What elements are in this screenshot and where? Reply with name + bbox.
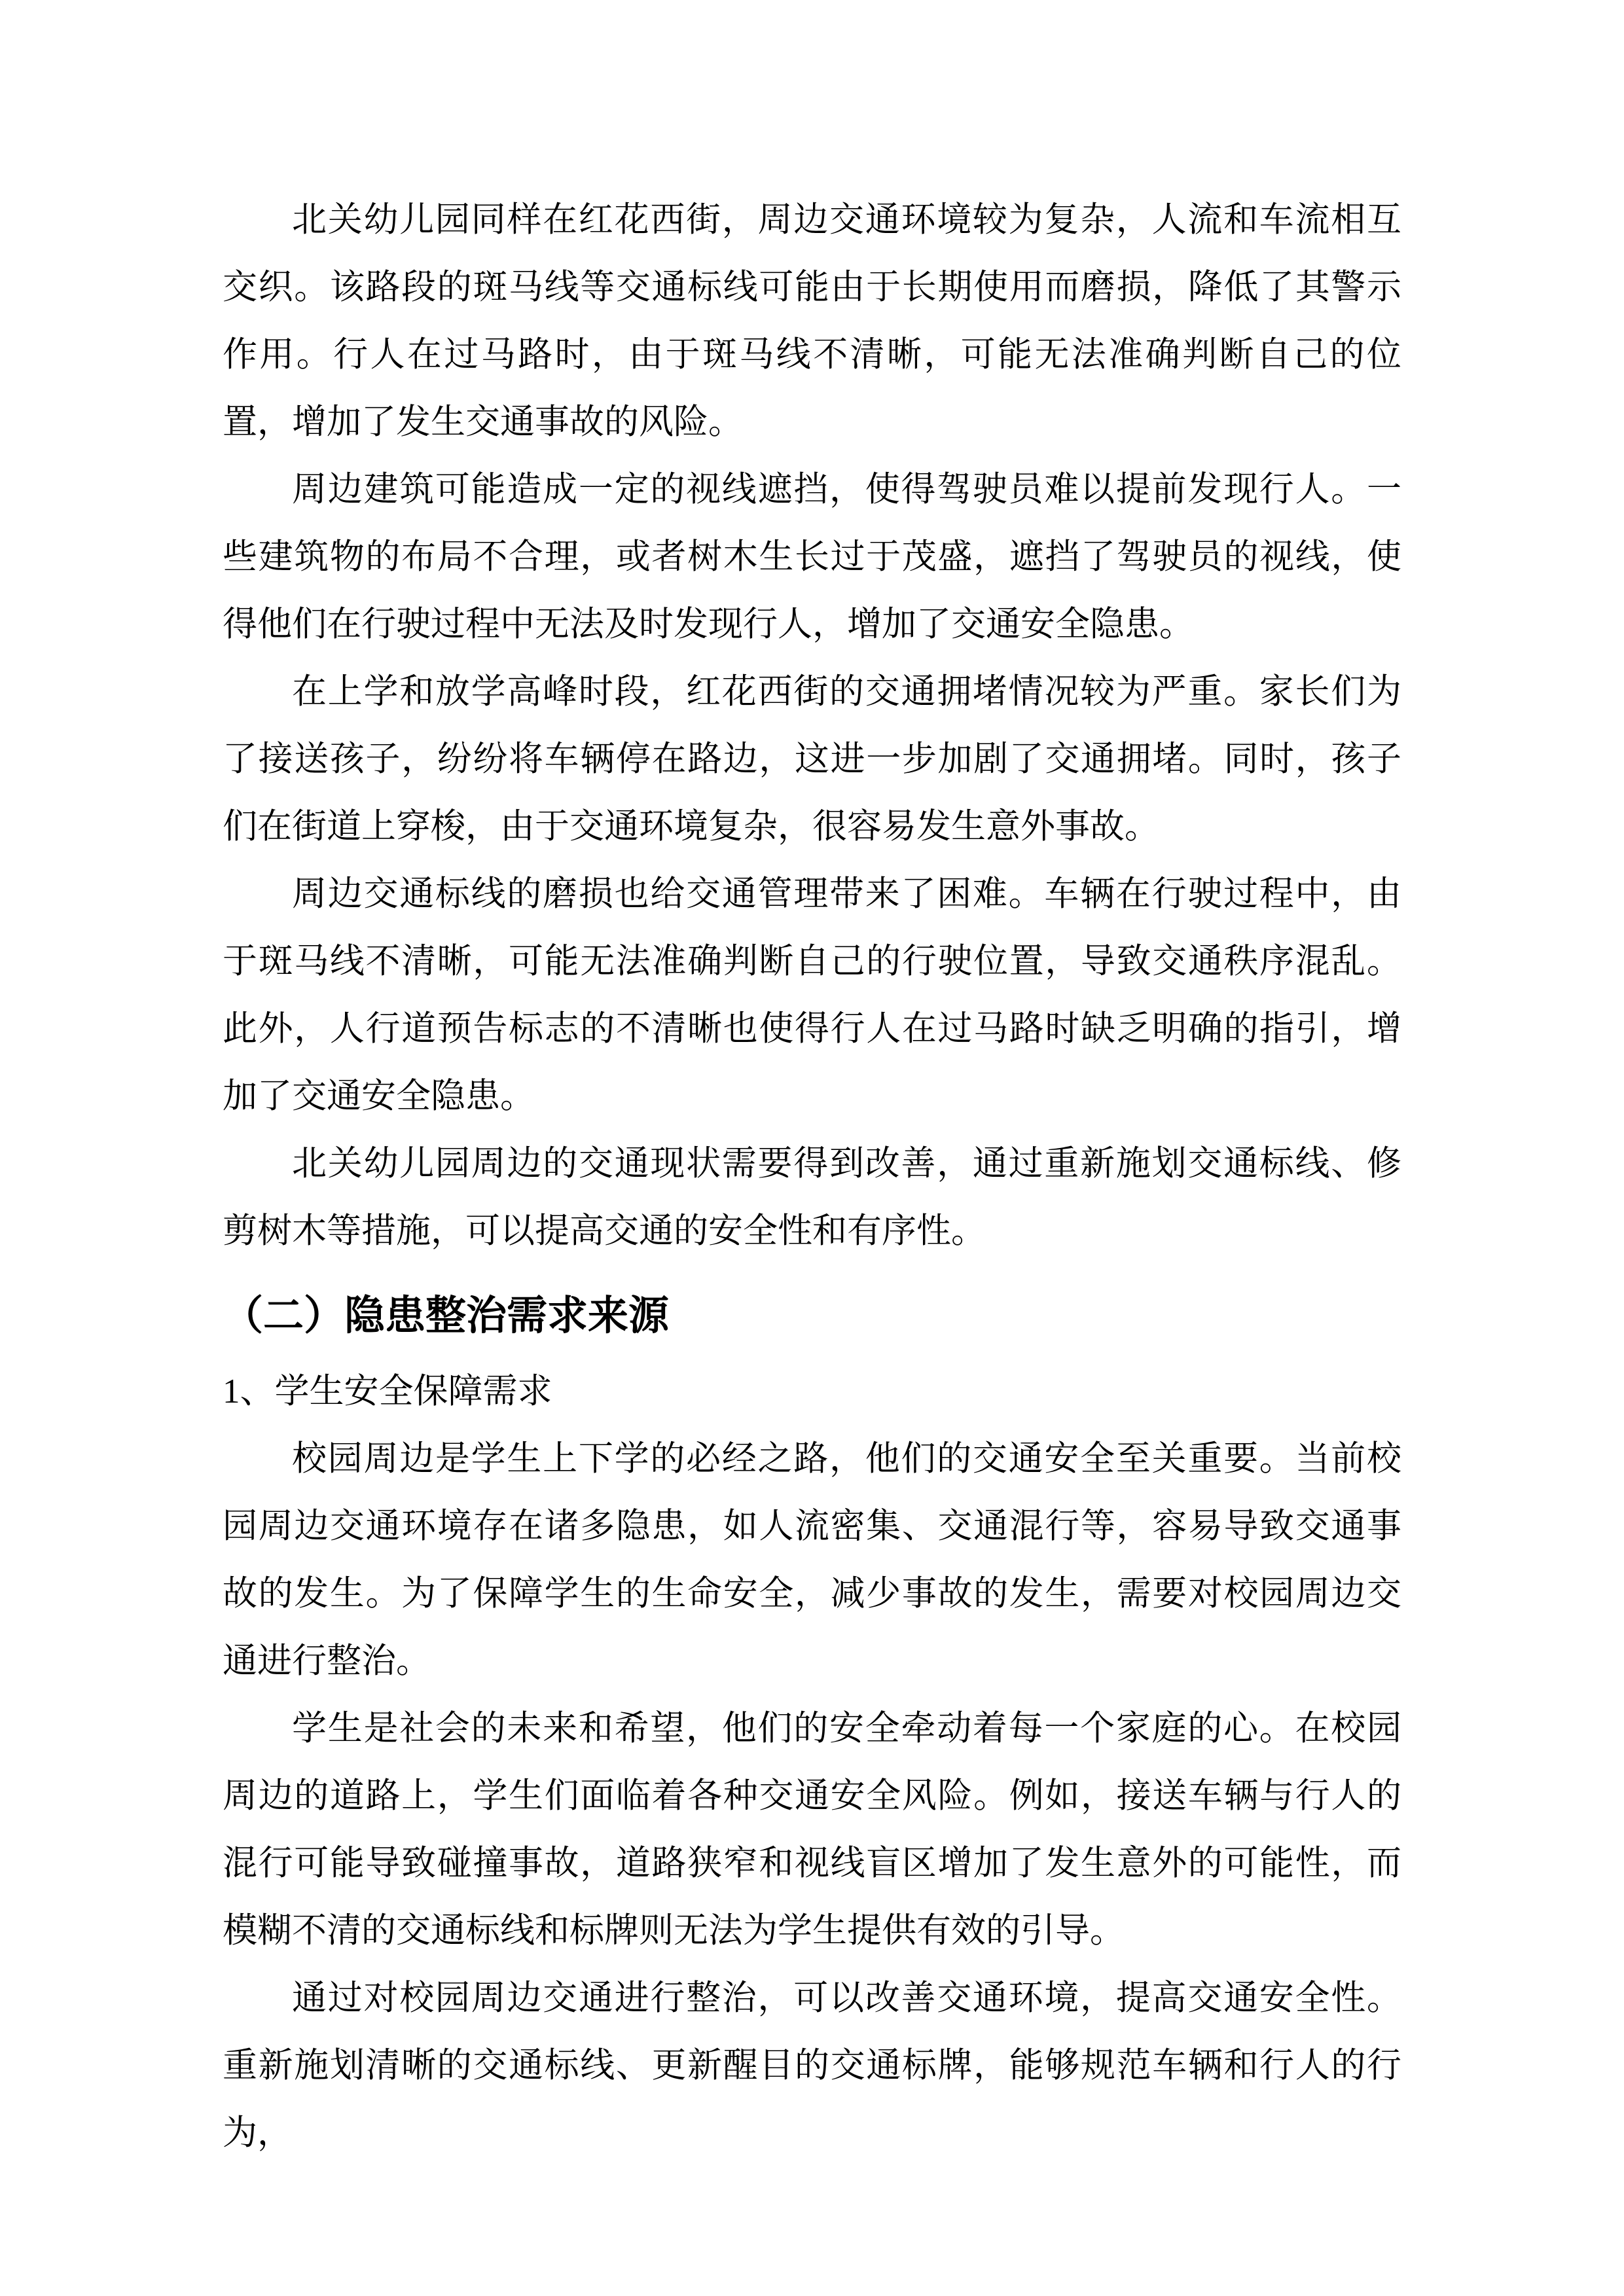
paragraph-improvement-summary: 北关幼儿园周边的交通现状需要得到改善，通过重新施划交通标线、修剪树木等措施，可以提高交通的安全性和有序性。 [223,1145,1401,1250]
paragraph-peak-hour-congestion: 在上学和放学高峰时段，红花西街的交通拥堵情况较为严重。家长们为了接送孩子，纷纷将车辆停在路边，这进一步加剧了交通拥堵。同时，孩子们在街道上穿梭，由于交通环境复杂，很容易发生意外事故。 [223,673,1401,846]
paragraph-remediation-benefits: 通过对校园周边交通进行整治，可以改善交通环境，提高交通安全性。重新施划清晰的交通标线、更新醒目的交通标牌，能够规范车辆和行人的行为， [223,1979,1401,2152]
paragraph-sightline-obstruction: 周边建筑可能造成一定的视线遮挡，使得驾驶员难以提前发现行人。一些建筑物的布局不合理，或者树木生长过于茂盛，遮挡了驾驶员的视线，使得他们在行驶过程中无法及时发现行人，增加了交通安全隐患。 [223,471,1401,643]
section-heading-remediation-demand-source: （二）隐患整治需求来源 [223,1294,670,1338]
paragraph-student-risk-examples: 学生是社会的未来和希望，他们的安全牵动着每一个家庭的心。在校园周边的道路上，学生们面临着各种交通安全风险。例如，接送车辆与行人的混行可能导致碰撞事故，道路狭窄和视线盲区增加了发生意外的可能性，而模糊不清的交通标线和标牌则无法为学生提供有效的引导。 [223,1710,1401,1950]
subsection-heading-student-safety-need: 1、学生安全保障需求 [223,1372,552,1410]
paragraph-campus-route-hazards: 校园周边是学生上下学的必经之路，他们的交通安全至关重要。当前校园周边交通环境存在诸多隐患，如人流密集、交通混行等，容易导致交通事故的发生。为了保障学生的生命安全，减少事故的发生，需要对校园周边交通进行整治。 [223,1440,1401,1680]
paragraph-worn-road-markings: 周边交通标线的磨损也给交通管理带来了困难。车辆在行驶过程中，由于斑马线不清晰，可能无法准确判断自己的行驶位置，导致交通秩序混乱。此外，人行道预告标志的不清晰也使得行人在过马路时缺乏明确的指引，增加了交通安全隐患。 [223,875,1401,1115]
paragraph-kindergarten-environment: 北关幼儿园同样在红花西街，周边交通环境较为复杂，人流和车流相互交织。该路段的斑马线等交通标线可能由于长期使用而磨损，降低了其警示作用。行人在过马路时，由于斑马线不清晰，可能无法准确判断自己的位置，增加了发生交通事故的风险。 [223,201,1401,441]
